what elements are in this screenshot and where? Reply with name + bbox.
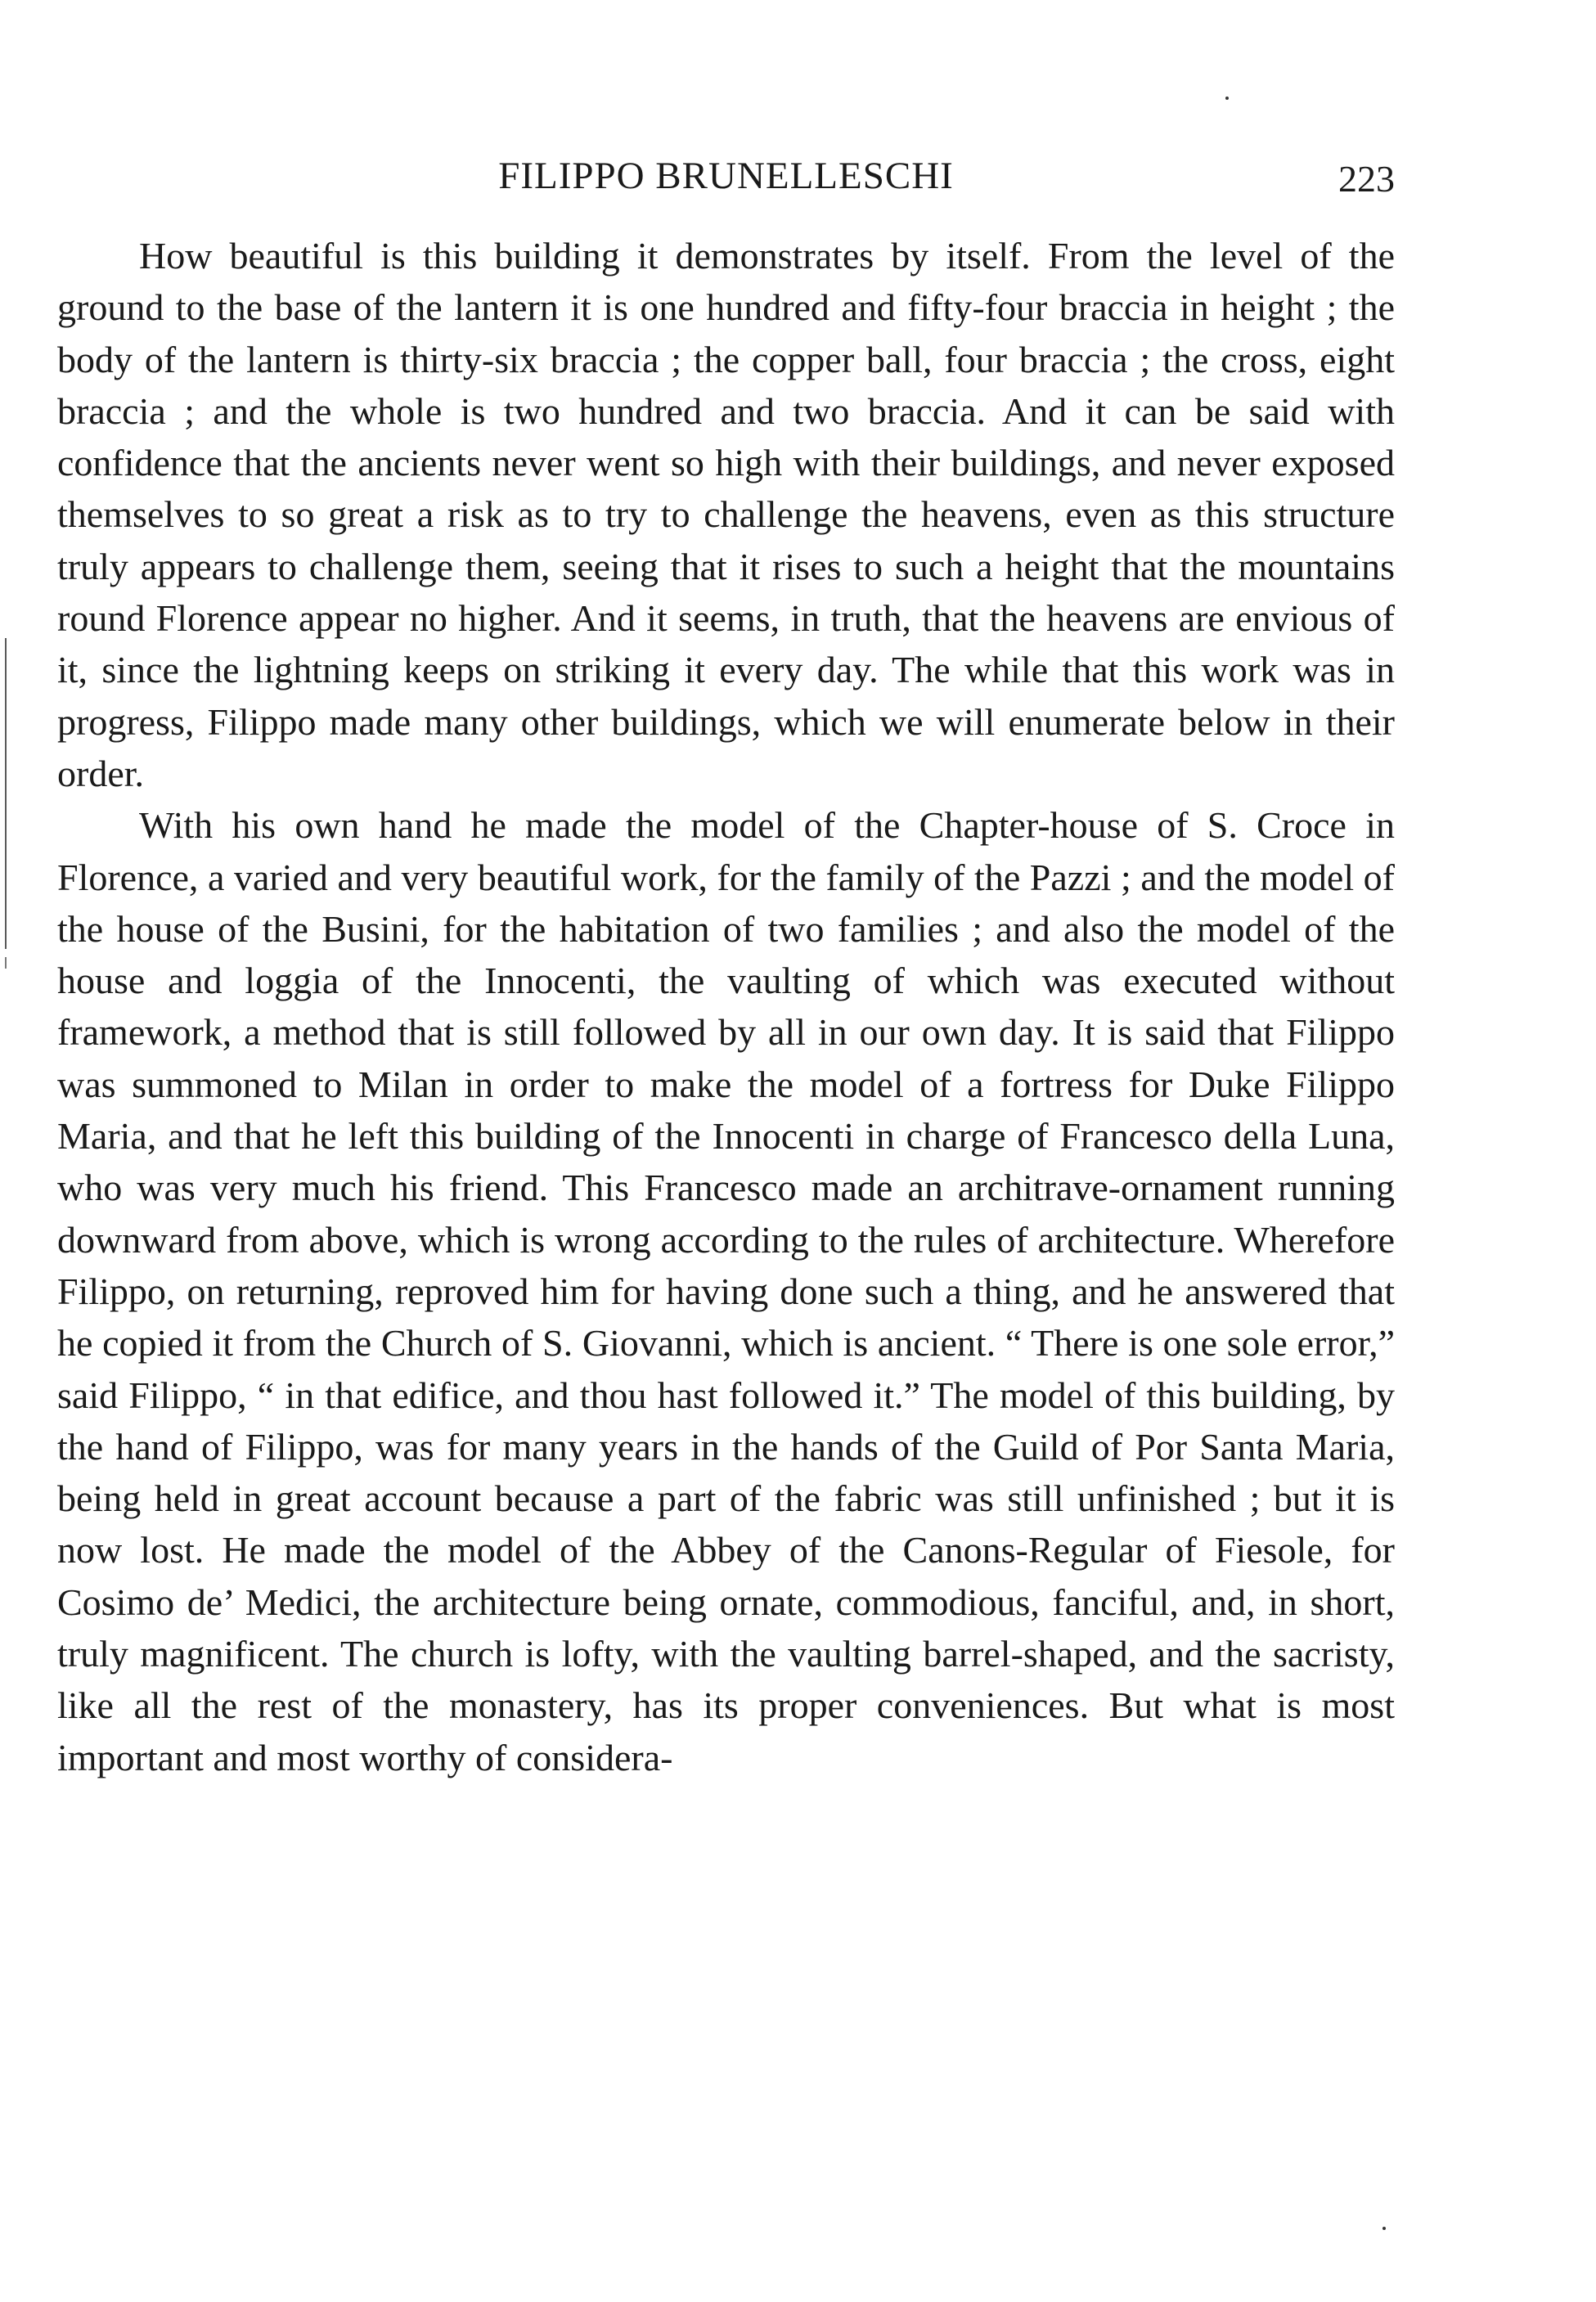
running-head <box>57 147 1395 205</box>
body-text <box>57 230 1395 1783</box>
scan-speck <box>1225 97 1229 100</box>
scan-speck <box>1382 2227 1386 2230</box>
scan-edge-mark <box>5 957 7 969</box>
page-number: 223 <box>1338 158 1395 200</box>
paragraph: With his own hand he made the model of the Chapter-house of S. Croce in Florence, a varied and very beautiful work, for the family of the Pazzi ; and the model of the house of the Busini, for the habitation of two families ; and also the model of the house and loggia of the Innocenti, the vaulting of which was executed without framework, a method that is still followed by all in our own day. It is said that Filippo was summoned to Milan in order to make the model of a fortress for Duke Filippo Maria, and that he left this building of the Innocenti in charge of Francesco della Luna, who was very much his friend. This Francesco made an architrave-ornament running downward from above, which is wrong according to the rules of architecture. Wherefore Filippo, on returning, reproved him for having done such a thing, and he answered that he copied it from the Church of S. Giovanni, which is ancient. “ There is one sole error,” said Filippo, “ in that edifice, and thou hast followed it.” The model of this building, by the hand of Filippo, was for many years in the hands of the Guild of Por Santa Maria, being held in great account because a part of the fabric was still unfinished ; but it is now lost. He made the model of the Abbey of the Canons-Regular of Fiesole, for Cosimo de’ Medici, the architecture being ornate, commodious, fanciful, and, in short, truly magnificent. The church is lofty, with the vaulting barrel-shaped, and the sacristy, like all the rest of the monastery, has its proper conveniences. But what is most important and most worthy of considera- <box>57 804 1395 1778</box>
scan-edge-rule <box>5 638 7 949</box>
paragraph: How beautiful is this building it demonstrates by itself. From the level of the ground to the base of the lantern it is one hundred and fifty-four braccia in height ; the body of the lantern is thirty-six braccia ; the copper ball, four braccia ; the cross, eight braccia ; and the whole is two hundred and two braccia. And it can be said with confidence that the ancients never went so high with their buildings, and never exposed themselves to so great a risk as to try to challenge the heavens, even as this structure truly appears to challenge them, seeing that it rises to such a height that the mountains round Florence appear no higher. And it seems, in truth, that the heavens are envious of it, since the lightning keeps on striking it every day. The while that this work was in progress, Filippo made many other buildings, which we will enumerate below in their order. <box>57 235 1395 794</box>
running-head-title: FILIPPO BRUNELLESCHI <box>498 155 954 197</box>
